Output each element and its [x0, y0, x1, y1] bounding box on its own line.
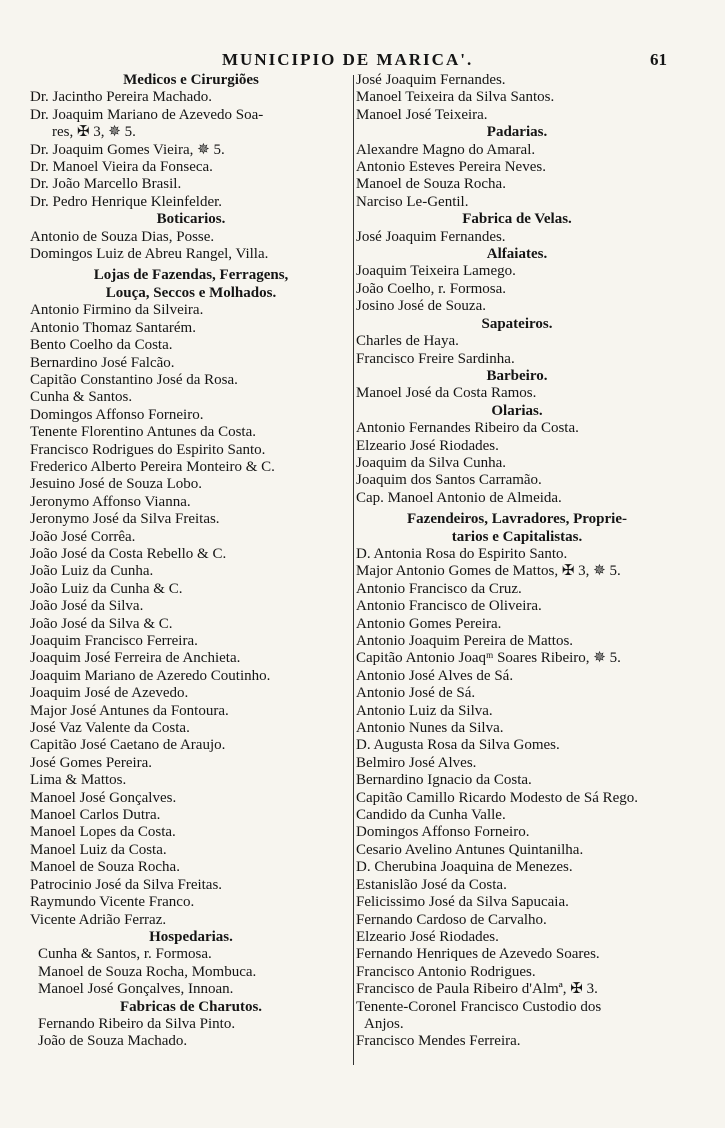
- list-item: José Joaquim Fernandes.: [356, 228, 506, 245]
- list-item: João José da Silva & C.: [30, 615, 173, 632]
- section-heading: Sapateiros.: [481, 315, 553, 332]
- list-item: Dr. Joaquim Gomes Vieira, ✵ 5.: [30, 141, 225, 158]
- list-item: Alexandre Magno do Amaral.: [356, 141, 536, 158]
- list-item: Raymundo Vicente Franco.: [30, 894, 195, 911]
- list-item: Antonio Thomaz Santarém.: [30, 319, 196, 336]
- section-heading: Boticarios.: [156, 211, 226, 228]
- list-item: Joaquim José Ferreira de Anchieta.: [30, 650, 241, 667]
- list-item: Major José Antunes da Fontoura.: [30, 702, 229, 719]
- section-heading: Barbeiro.: [486, 367, 548, 384]
- list-item: Antonio Nunes da Silva.: [356, 720, 504, 737]
- list-item: Cap. Manoel Antonio de Almeida.: [356, 489, 562, 506]
- list-item: Francisco Freire Sardinha.: [356, 350, 515, 367]
- list-item: Domingos Affonso Forneiro.: [30, 406, 204, 423]
- list-item: Dr. Joaquim Mariano de Azevedo Soa-: [30, 106, 264, 123]
- list-item: Josino José de Souza.: [356, 298, 486, 315]
- section-heading: Fabrica de Velas.: [462, 211, 572, 228]
- list-item: Tenente Florentino Antunes da Costa.: [30, 424, 256, 441]
- list-item: Joaquim dos Santos Carramão.: [356, 472, 542, 489]
- list-item: Bernardino José Falcão.: [30, 354, 175, 371]
- list-item: Dr. Jacintho Pereira Machado.: [30, 89, 213, 106]
- list-item: Bernardino Ignacio da Costa.: [356, 772, 532, 789]
- list-item: Fernando Henriques de Azevedo Soares.: [356, 946, 600, 963]
- list-item: Dr. Pedro Henrique Kleinfelder.: [30, 193, 223, 210]
- list-item: D. Antonia Rosa do Espirito Santo.: [356, 545, 568, 562]
- list-item: Francisco Mendes Ferreira.: [356, 1033, 521, 1050]
- section-heading: Louça, Seccos e Molhados.: [105, 284, 277, 301]
- list-item: Antonio Esteves Pereira Neves.: [356, 159, 546, 176]
- list-item: Joaquim da Silva Cunha.: [356, 454, 506, 471]
- list-item: Domingos Affonso Forneiro.: [356, 824, 530, 841]
- list-item: Manoel José Gonçalves, Innoan.: [38, 981, 234, 998]
- list-item: Dr. Manoel Vieira da Fonseca.: [30, 159, 213, 176]
- list-item: Cunha & Santos, r. Formosa.: [38, 946, 212, 963]
- list-item: Manoel Teixeira da Silva Santos.: [356, 89, 555, 106]
- section-heading: tarios e Capitalistas.: [451, 528, 583, 545]
- column-divider: [353, 75, 354, 1065]
- list-item: Fernando Ribeiro da Silva Pinto.: [38, 1015, 236, 1032]
- list-item: José Joaquim Fernandes.: [356, 72, 506, 88]
- list-item: João José da Costa Rebello & C.: [30, 545, 227, 562]
- list-item: João Luiz da Cunha.: [30, 563, 154, 580]
- list-item: Narciso Le-Gentil.: [356, 193, 469, 210]
- section-heading: Fabricas de Charutos.: [119, 998, 263, 1015]
- list-item: Manoel de Souza Rocha.: [30, 859, 180, 876]
- list-item: Patrocinio José da Silva Freitas.: [30, 876, 223, 893]
- list-item: Antonio Firmino da Silveira.: [30, 302, 204, 319]
- list-item: Capitão José Caetano de Araujo.: [30, 737, 226, 754]
- list-item: Dr. João Marcello Brasil.: [30, 176, 182, 193]
- left-column: [30, 72, 352, 1051]
- list-item: D. Augusta Rosa da Silva Gomes.: [356, 737, 560, 754]
- list-item: Fernando Cardoso de Carvalho.: [356, 911, 547, 928]
- list-item: Manoel José Gonçalves.: [30, 789, 177, 806]
- list-item: José Vaz Valente da Costa.: [30, 720, 190, 737]
- list-item: Capitão Camillo Ricardo Modesto de Sá Rego.: [356, 789, 639, 806]
- list-item: Manoel José da Costa Ramos.: [356, 385, 537, 402]
- list-item: Vicente Adrião Ferraz.: [30, 911, 167, 928]
- list-item: Belmiro José Alves.: [356, 754, 477, 771]
- list-item: res, ✠ 3, ✵ 5.: [52, 124, 136, 141]
- list-item: D. Cherubina Joaquina de Menezes.: [356, 859, 573, 876]
- list-item: Manoel José Teixeira.: [356, 106, 488, 123]
- page-title: MUNICIPIO DE MARICA'.: [222, 50, 474, 69]
- list-item: Joaquim Francisco Ferreira.: [30, 633, 198, 649]
- list-item: Jeronymo Affonso Vianna.: [30, 493, 191, 510]
- section-heading: Lojas de Fazendas, Ferragens,: [93, 267, 289, 284]
- list-item: Antonio Francisco da Cruz.: [356, 580, 522, 597]
- section-heading: Alfaiates.: [486, 246, 548, 263]
- list-item: Antonio Fernandes Ribeiro da Costa.: [356, 420, 579, 437]
- list-item: José Gomes Pereira.: [30, 754, 153, 771]
- list-item: Antonio José Alves de Sá.: [356, 667, 514, 684]
- list-item: Antonio Joaquim Pereira de Mattos.: [356, 633, 574, 649]
- list-item: Cesario Avelino Antunes Quintanilha.: [356, 841, 584, 858]
- list-item: Cunha & Santos.: [30, 389, 133, 406]
- list-item: João Luiz da Cunha & C.: [30, 580, 183, 597]
- list-item: Bento Coelho da Costa.: [30, 337, 173, 354]
- list-item: Frederico Alberto Pereira Monteiro & C.: [30, 458, 275, 475]
- list-item: Antonio Luiz da Silva.: [356, 702, 493, 719]
- list-item: João José Corrêa.: [30, 528, 136, 545]
- section-heading: Padarias.: [486, 124, 548, 141]
- list-item: Antonio Gomes Pereira.: [356, 615, 502, 632]
- list-item: Anjos.: [364, 1015, 404, 1032]
- list-item: Capitão Constantino José da Rosa.: [30, 371, 238, 388]
- list-item: Joaquim José de Azevedo.: [30, 685, 189, 702]
- list-item: Capitão Antonio Joaqᵐ Soares Ribeiro, ✵ 5.: [356, 650, 621, 667]
- list-item: Manoel Carlos Dutra.: [30, 807, 161, 824]
- list-item: Joaquim Mariano de Azeredo Coutinho.: [30, 667, 271, 684]
- list-item: Candido da Cunha Valle.: [356, 807, 506, 824]
- list-item: Domingos Luiz de Abreu Rangel, Villa.: [30, 246, 269, 263]
- right-column: [356, 72, 678, 1051]
- section-heading: Hospedarias.: [149, 928, 233, 945]
- list-item: Elzeario José Riodades.: [356, 437, 499, 454]
- list-item: Elzeario José Riodades.: [356, 928, 499, 945]
- list-item: Estanislão José da Costa.: [356, 876, 507, 893]
- list-item: Joaquim Teixeira Lamego.: [356, 263, 516, 280]
- list-item: Francisco Antonio Rodrigues.: [356, 963, 536, 980]
- list-item: Manoel Lopes da Costa.: [30, 824, 176, 841]
- section-heading: Medicos e Cirurgiões: [123, 72, 259, 88]
- list-item: João Coelho, r. Formosa.: [356, 280, 506, 297]
- page-header: [0, 50, 725, 72]
- list-item: Jesuino José de Souza Lobo.: [30, 476, 203, 493]
- list-item: Francisco de Paula Ribeiro d'Almª, ✠ 3.: [356, 981, 598, 998]
- list-item: Francisco Rodrigues do Espirito Santo.: [30, 441, 266, 458]
- list-item: Manoel de Souza Rocha, Mombuca.: [38, 963, 257, 980]
- list-item: Felicissimo José da Silva Sapucaia.: [356, 894, 569, 911]
- section-heading: Olarias.: [491, 402, 543, 419]
- list-item: Manoel Luiz da Costa.: [30, 841, 167, 858]
- list-item: Lima & Mattos.: [30, 772, 127, 789]
- list-item: Antonio Francisco de Oliveira.: [356, 598, 542, 615]
- list-item: Jeronymo José da Silva Freitas.: [30, 511, 220, 528]
- list-item: Antonio José de Sá.: [356, 685, 476, 702]
- list-item: Charles de Haya.: [356, 333, 459, 350]
- list-item: João de Souza Machado.: [38, 1033, 188, 1050]
- list-item: Tenente-Coronel Francisco Custodio dos: [356, 998, 602, 1015]
- page-number: 61: [650, 50, 667, 69]
- list-item: Major Antonio Gomes de Mattos, ✠ 3, ✵ 5.: [356, 563, 621, 580]
- list-item: João José da Silva.: [30, 598, 144, 615]
- list-item: Antonio de Souza Dias, Posse.: [30, 228, 215, 245]
- section-heading: Fazendeiros, Lavradores, Proprie-: [407, 511, 627, 528]
- list-item: Manoel de Souza Rocha.: [356, 176, 506, 193]
